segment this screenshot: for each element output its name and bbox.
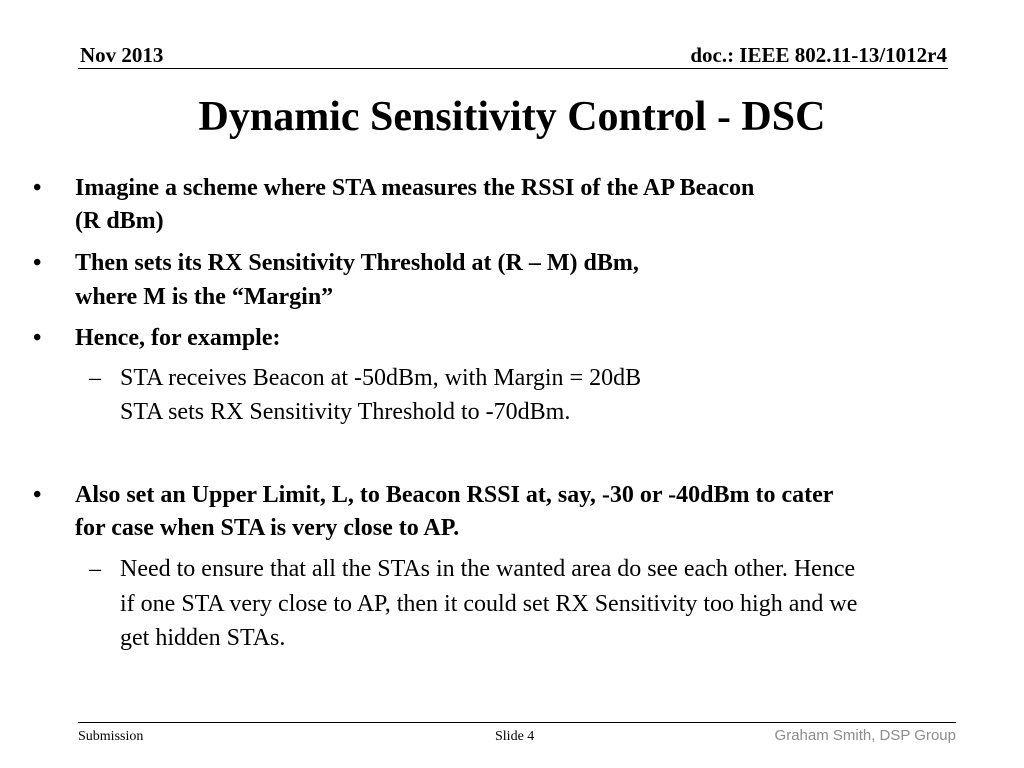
footer-submission: Submission <box>78 729 144 744</box>
bullet-marker: • <box>33 175 42 201</box>
sub-bullet-3-line-2: STA sets RX Sensitivity Threshold to -70dBm. <box>120 399 571 425</box>
slide-title: Dynamic Sensitivity Control - DSC <box>198 94 826 140</box>
bullet-4-line-2: for case when STA is very close to AP. <box>75 515 460 541</box>
bullet-marker: • <box>33 482 42 508</box>
sub-bullet-4-line-3: get hidden STAs. <box>120 625 286 651</box>
bullet-marker: • <box>33 325 42 351</box>
bullet-3-line-1: Hence, for example: <box>75 325 281 351</box>
header-date: Nov 2013 <box>80 43 164 67</box>
footer-slide-number: Slide 4 <box>495 729 535 744</box>
sub-bullet-3-line-1: STA receives Beacon at -50dBm, with Margin = 20dB <box>120 365 642 391</box>
sub-bullet-marker: – <box>89 556 101 582</box>
sub-bullet-marker: – <box>89 365 101 391</box>
bullet-1-line-2: (R dBm) <box>75 208 164 234</box>
bullet-2-line-2: where M is the “Margin” <box>75 284 334 310</box>
bullet-4-line-1: Also set an Upper Limit, L, to Beacon RSSI at, say, -30 or -40dBm to cater <box>75 482 834 508</box>
bullet-marker: • <box>33 250 42 276</box>
footer-author: Graham Smith, DSP Group <box>774 727 956 744</box>
sub-bullet-4-line-2: if one STA very close to AP, then it could set RX Sensitivity too high and we <box>120 591 858 617</box>
header-doc-id: doc.: IEEE 802.11-13/1012r4 <box>690 43 947 67</box>
footer-divider <box>78 722 956 723</box>
bullet-2-line-1: Then sets its RX Sensitivity Threshold at (R – M) dBm, <box>75 250 639 276</box>
sub-bullet-4-line-1: Need to ensure that all the STAs in the wanted area do see each other. Hence <box>120 556 856 582</box>
bullet-1-line-1: Imagine a scheme where STA measures the RSSI of the AP Beacon <box>75 175 755 201</box>
